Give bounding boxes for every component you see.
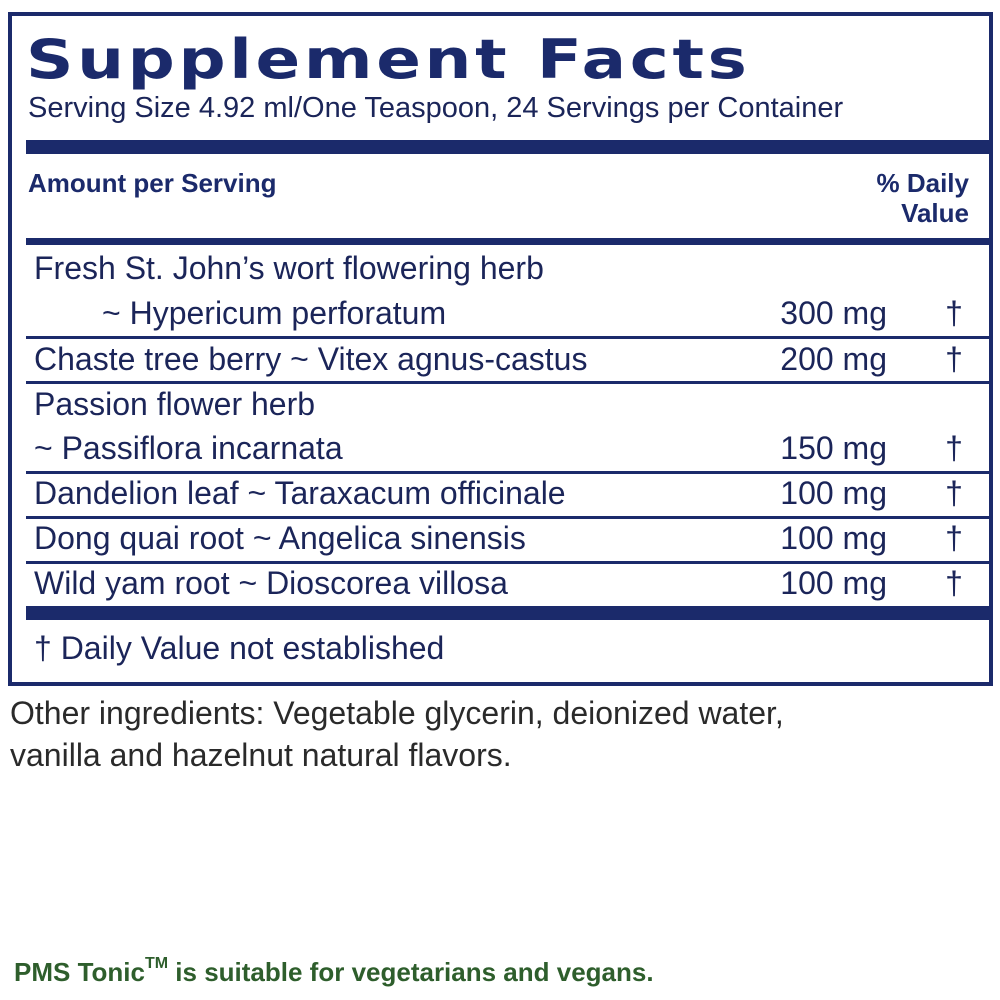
daily-value-header <box>877 168 970 228</box>
daily-value-header-line1: % Daily <box>876 168 969 198</box>
serving-size: Serving Size 4.92 ml/One Teaspoon, 24 Servings per Container <box>28 92 844 124</box>
daily-value-footnote: † Daily Value not established <box>34 630 445 666</box>
footer-divider-thick <box>26 606 989 620</box>
daily-value-header-line2: Value <box>901 198 969 228</box>
vegetarian-note <box>14 957 654 988</box>
header-divider-mid <box>26 238 989 245</box>
ingredient-name: Dandelion leaf ~ Taraxacum officinale <box>34 475 566 511</box>
row-divider <box>26 336 989 339</box>
ingredient-amount: 100 mg <box>780 565 887 601</box>
ingredient-amount: 100 mg <box>780 475 887 511</box>
ingredient-name: Chaste tree berry ~ Vitex agnus-castus <box>34 341 588 377</box>
dagger-symbol: † <box>945 565 963 601</box>
ingredient-amount: 100 mg <box>780 520 887 556</box>
ingredient-name: Fresh St. John’s wort flowering herb <box>34 250 544 286</box>
product-name: PMS Tonic <box>14 957 145 987</box>
ingredient-name: Dong quai root ~ Angelica sinensis <box>34 520 526 556</box>
ingredient-latin-name: ~ Hypericum perforatum <box>102 295 447 331</box>
other-ingredients-line2: vanilla and hazelnut natural flavors. <box>10 737 512 773</box>
ingredient-name: Passion flower herb <box>34 386 316 422</box>
ingredient-latin-name: ~ Passiflora incarnata <box>34 430 343 466</box>
ingredient-name: Wild yam root ~ Dioscorea villosa <box>34 565 508 601</box>
dagger-symbol: † <box>945 430 963 466</box>
row-divider <box>26 516 989 519</box>
ingredient-amount: 150 mg <box>780 430 887 466</box>
dagger-symbol: † <box>945 295 963 331</box>
row-divider <box>26 471 989 474</box>
trademark-mark: TM <box>144 955 169 972</box>
dagger-symbol: † <box>945 341 963 377</box>
row-divider <box>26 381 989 384</box>
panel-title: Supplement Facts <box>26 28 751 91</box>
dagger-symbol: † <box>945 475 963 511</box>
ingredient-amount: 300 mg <box>780 295 887 331</box>
amount-per-serving-header: Amount per Serving <box>28 168 277 198</box>
dagger-symbol: † <box>945 520 963 556</box>
header-divider-thick <box>26 140 989 154</box>
ingredient-amount: 200 mg <box>780 341 887 377</box>
other-ingredients-line1: Other ingredients: Vegetable glycerin, deionized water, <box>10 695 784 731</box>
vegetarian-note-text: is suitable for vegetarians and vegans. <box>168 957 654 987</box>
other-ingredients <box>10 692 784 776</box>
supplement-facts-panel <box>8 12 993 686</box>
row-divider <box>26 561 989 564</box>
